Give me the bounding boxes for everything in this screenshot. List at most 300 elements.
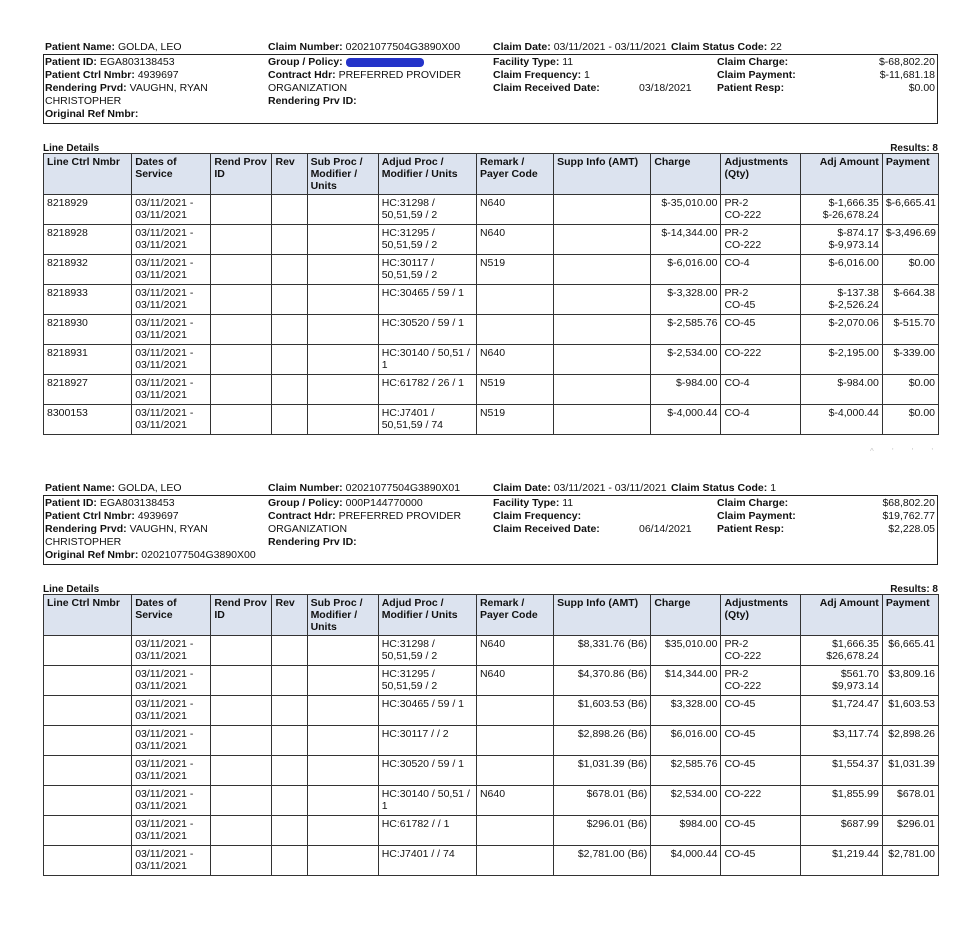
cell-supp-info [554, 315, 651, 345]
cell-adjustments-text: PR-2 [724, 638, 749, 650]
claim-frequency-value: 1 [584, 69, 590, 81]
results-count: Results: 8 [890, 143, 938, 154]
cell-payment-text: $3,809.16 [888, 668, 935, 680]
col-adjud-proc [378, 595, 476, 636]
original-ref-nmbr-label: Original Ref Nmbr: [45, 108, 139, 120]
col-supp-info [554, 595, 651, 636]
claim-payment-value: $19,762.77 [882, 510, 935, 522]
cell-dates-of-service-text: 03/11/2021 [135, 710, 187, 722]
cell-remark [476, 225, 553, 255]
col-remark-text: Remark / [479, 156, 525, 168]
cell-sub-proc [307, 726, 378, 756]
col-dates-of-service-text: Service [135, 609, 173, 621]
cell-adj-amount-text: $-2,526.24 [828, 299, 879, 311]
contract-hdr [268, 69, 461, 81]
patient-id [45, 56, 175, 68]
table-row [44, 846, 939, 876]
patient-name-label: Patient Name: [45, 482, 116, 494]
cell-adjustments-text: PR-2 [724, 227, 749, 239]
cell-remark-text: N519 [479, 257, 506, 269]
cell-rev [272, 636, 307, 666]
contract-hdr-value: PREFERRED PROVIDER [338, 69, 462, 81]
patient-name-label: Patient Name: [45, 41, 116, 53]
cell-dates-of-service-text: 03/11/2021 - [135, 788, 194, 800]
cell-dates-of-service [132, 756, 211, 786]
cell-adj-amount [800, 666, 882, 696]
facility-type-label: Facility Type: [493, 56, 560, 68]
rendering-prvd-value: VAUGHN, RYAN [129, 82, 208, 94]
cell-dates-of-service-text: 03/11/2021 [135, 830, 187, 842]
cell-adjustments-text: PR-2 [724, 287, 749, 299]
cell-adj-amount-text: $-984.00 [837, 377, 879, 389]
cell-charge-text: $-6,016.00 [667, 257, 718, 269]
cell-remark [476, 696, 553, 726]
table-row [44, 225, 939, 255]
cell-payment [882, 345, 938, 375]
cell-rend-prov-id [211, 636, 272, 666]
col-rend-prov-id-text: Rend Prov [214, 156, 267, 168]
col-rev [272, 595, 307, 636]
original-ref-nmbr-value: 02021077504G3890X00 [141, 549, 256, 561]
cell-dates-of-service-text: 03/11/2021 [135, 680, 187, 692]
cell-adjud-proc-text: HC:30140 / 50,51 / [381, 347, 470, 359]
cell-payment [882, 195, 938, 225]
claim-charge-label: Claim Charge: [717, 56, 789, 68]
patient-name [45, 482, 182, 494]
col-dates-of-service-text: Dates of [135, 156, 177, 168]
cell-charge [651, 636, 721, 666]
col-charge [651, 154, 721, 195]
facility-type [493, 56, 573, 68]
cell-charge-text: $-35,010.00 [661, 197, 718, 209]
table-row [44, 756, 939, 786]
cell-charge-text: $984.00 [679, 818, 718, 830]
cell-payment [882, 255, 938, 285]
rendering-prvd [45, 82, 208, 94]
cell-line-ctrl-text: 8218930 [47, 317, 88, 329]
cell-supp-info [554, 195, 651, 225]
cell-adj-amount-text: $1,855.99 [832, 788, 879, 800]
cell-adjud-proc [378, 786, 476, 816]
cell-payment-text: $0.00 [908, 257, 935, 269]
cell-dates-of-service-text: 03/11/2021 [135, 800, 187, 812]
cell-payment-text: $678.01 [897, 788, 935, 800]
claim-date-value: 03/11/2021 - 03/11/2021 [553, 482, 667, 494]
cell-rend-prov-id [211, 225, 272, 255]
rendering-prvd [45, 523, 208, 535]
original-ref-nmbr [45, 108, 138, 120]
claim-date [493, 41, 667, 53]
cell-payment [882, 315, 938, 345]
cell-supp-info [554, 756, 651, 786]
cell-supp-info-text: $678.01 (B6) [586, 788, 648, 800]
cell-dates-of-service-text: 03/11/2021 - [135, 227, 194, 239]
cell-adjud-proc-text: HC:30465 / 59 / 1 [381, 698, 465, 710]
col-dates-of-service-text: Service [135, 168, 173, 180]
cell-dates-of-service-text: 03/11/2021 [135, 359, 187, 371]
claim-number [268, 482, 460, 494]
col-sub-proc [307, 595, 378, 636]
table-row [44, 255, 939, 285]
col-sub-proc-text: Modifier / [310, 609, 358, 621]
cell-adj-amount-text: $-1,666.35 [828, 197, 879, 209]
cell-rev [272, 345, 307, 375]
cell-sub-proc [307, 195, 378, 225]
cell-adjustments-text: CO-222 [724, 239, 762, 251]
cell-dates-of-service [132, 225, 211, 255]
cell-adjud-proc [378, 285, 476, 315]
claim-status-code-label: Claim Status Code: [671, 482, 768, 494]
cell-sub-proc [307, 285, 378, 315]
cell-adjud-proc [378, 255, 476, 285]
cell-rev [272, 405, 307, 435]
cell-adj-amount [800, 405, 882, 435]
cell-payment [882, 285, 938, 315]
cell-dates-of-service-text: 03/11/2021 - [135, 638, 194, 650]
cell-adjud-proc-text: HC:J7401 / / 74 [381, 848, 455, 860]
claim-status-code-label: Claim Status Code: [671, 41, 768, 53]
cell-adj-amount [800, 255, 882, 285]
results-count: Results: 8 [890, 584, 938, 595]
cell-rev [272, 846, 307, 876]
col-remark [476, 595, 553, 636]
cell-supp-info-text: $2,781.00 (B6) [577, 848, 648, 860]
cell-supp-info [554, 726, 651, 756]
cell-adj-amount [800, 696, 882, 726]
cell-adjud-proc-text: 1 [381, 800, 388, 812]
cell-adj-amount-text: $-6,016.00 [828, 257, 879, 269]
cell-line-ctrl [44, 726, 132, 756]
cell-line-ctrl [44, 315, 132, 345]
col-rend-prov-id-text: Rend Prov [214, 597, 267, 609]
cell-payment-text: $296.01 [897, 818, 935, 830]
cell-supp-info-text: $1,603.53 (B6) [577, 698, 648, 710]
cell-remark-text: N640 [479, 788, 506, 800]
cell-dates-of-service [132, 816, 211, 846]
cell-supp-info [554, 225, 651, 255]
cell-adjud-proc-text: 50,51,59 / 2 [381, 680, 438, 692]
cell-supp-info [554, 405, 651, 435]
col-charge-text: Charge [654, 597, 691, 609]
cell-rend-prov-id [211, 255, 272, 285]
cell-remark [476, 195, 553, 225]
cell-rev [272, 255, 307, 285]
patient-ctrl-nmbr-value: 4939697 [137, 510, 179, 522]
table-row [44, 696, 939, 726]
col-adjud-proc-text: Modifier / Units [381, 609, 458, 621]
cell-adjustments-text: CO-222 [724, 650, 762, 662]
patient-resp-value: $0.00 [908, 82, 935, 94]
cell-rev [272, 666, 307, 696]
rendering-prv-id-label: Rendering Prv ID: [268, 536, 357, 548]
cell-rend-prov-id [211, 846, 272, 876]
cell-adjustments [721, 636, 800, 666]
cell-line-ctrl [44, 405, 132, 435]
col-dates-of-service [132, 154, 211, 195]
cell-dates-of-service-text: 03/11/2021 [135, 650, 187, 662]
line-details-table [43, 153, 939, 435]
col-sub-proc [307, 154, 378, 195]
cell-adjustments [721, 786, 800, 816]
col-sub-proc-text: Modifier / [310, 168, 358, 180]
facility-type-label: Facility Type: [493, 497, 560, 509]
cell-adjustments-text: CO-45 [724, 758, 756, 770]
cell-adjud-proc-text: HC:31298 / [381, 197, 435, 209]
cell-adjustments-text: CO-45 [724, 818, 756, 830]
cell-remark-text: N640 [479, 638, 506, 650]
cell-payment [882, 816, 938, 846]
cell-rev [272, 315, 307, 345]
cell-line-ctrl [44, 285, 132, 315]
cell-dates-of-service [132, 195, 211, 225]
cell-adjustments-text: CO-222 [724, 680, 762, 692]
cell-dates-of-service-text: 03/11/2021 [135, 239, 187, 251]
col-adjustments [721, 154, 800, 195]
cell-remark [476, 636, 553, 666]
patient-ctrl-nmbr [45, 69, 179, 81]
cell-dates-of-service-text: 03/11/2021 - [135, 668, 194, 680]
cell-adjustments-text: CO-4 [724, 407, 750, 419]
cell-charge-text: $35,010.00 [664, 638, 718, 650]
cell-adjud-proc [378, 225, 476, 255]
cell-remark [476, 255, 553, 285]
claim-number-label: Claim Number: [268, 482, 343, 494]
cell-line-ctrl [44, 846, 132, 876]
cell-adjustments [721, 195, 800, 225]
cell-charge-text: $-4,000.44 [667, 407, 718, 419]
cell-rend-prov-id [211, 816, 272, 846]
cell-line-ctrl-text: 8218931 [47, 347, 88, 359]
cell-adjud-proc-text: HC:30140 / 50,51 / [381, 788, 470, 800]
cell-dates-of-service-text: 03/11/2021 [135, 770, 187, 782]
cell-charge-text: $6,016.00 [670, 728, 718, 740]
cell-adjustments-text: CO-45 [724, 299, 756, 311]
cell-charge-text: $-2,534.00 [667, 347, 718, 359]
cell-adjud-proc-text: HC:31298 / [381, 638, 435, 650]
cell-supp-info [554, 636, 651, 666]
cell-dates-of-service [132, 345, 211, 375]
cell-line-ctrl-text: 8300153 [47, 407, 88, 419]
rendering-prvd-line2: CHRISTOPHER [45, 536, 122, 548]
cell-rend-prov-id [211, 375, 272, 405]
cell-charge-text: $4,000.44 [670, 848, 718, 860]
cell-dates-of-service-text: 03/11/2021 - [135, 197, 194, 209]
cell-rev [272, 195, 307, 225]
cell-adj-amount-text: $-9,973.14 [828, 239, 879, 251]
cell-remark [476, 345, 553, 375]
cell-adjud-proc-text: HC:31295 / [381, 668, 435, 680]
table-row [44, 405, 939, 435]
cell-dates-of-service [132, 726, 211, 756]
col-adjud-proc-text: Adjud Proc / [381, 156, 444, 168]
cell-adjud-proc [378, 816, 476, 846]
cell-payment-text: $-6,665.41 [885, 197, 937, 209]
cell-payment-text: $-664.38 [893, 287, 935, 299]
patient-resp-label: Patient Resp: [717, 523, 785, 535]
cell-remark [476, 315, 553, 345]
patient-ctrl-nmbr [45, 510, 179, 522]
cell-dates-of-service-text: 03/11/2021 - [135, 698, 194, 710]
cell-charge-text: $2,585.76 [670, 758, 718, 770]
cell-payment-text: $-3,496.69 [885, 227, 937, 239]
cell-adjud-proc-text: HC:61782 / 26 / 1 [381, 377, 465, 389]
line-details-table [43, 594, 939, 876]
cell-payment [882, 756, 938, 786]
cell-supp-info-text: $1,031.39 (B6) [577, 758, 648, 770]
cell-supp-info [554, 846, 651, 876]
cell-adjustments [721, 816, 800, 846]
claim-received-value: 03/18/2021 [639, 82, 692, 94]
cell-payment [882, 225, 938, 255]
cell-remark-text: N519 [479, 377, 506, 389]
claim-frequency-label: Claim Frequency: [493, 510, 582, 522]
cell-sub-proc [307, 816, 378, 846]
cell-rev [272, 816, 307, 846]
cell-adj-amount [800, 726, 882, 756]
cell-supp-info [554, 285, 651, 315]
patient-resp-value: $2,228.05 [888, 523, 935, 535]
cell-adjustments [721, 846, 800, 876]
cell-rend-prov-id [211, 195, 272, 225]
cell-charge [651, 756, 721, 786]
cell-adjud-proc [378, 636, 476, 666]
cell-dates-of-service-text: 03/11/2021 - [135, 317, 194, 329]
cell-payment [882, 405, 938, 435]
cell-dates-of-service-text: 03/11/2021 - [135, 407, 194, 419]
cell-charge [651, 195, 721, 225]
contract-hdr-label: Contract Hdr: [268, 69, 336, 81]
rendering-prv-id-label: Rendering Prv ID: [268, 95, 357, 107]
patient-id-value: EGA803138453 [99, 56, 175, 68]
contract-hdr [268, 510, 461, 522]
col-supp-info-text: Supp Info (AMT) [557, 156, 639, 168]
cell-adjustments-text: PR-2 [724, 668, 749, 680]
cell-adjud-proc-text: HC:61782 / / 1 [381, 818, 450, 830]
cell-supp-info [554, 816, 651, 846]
claim-received-label: Claim Received Date: [493, 82, 600, 94]
cell-adj-amount-text: $-2,195.00 [828, 347, 879, 359]
facility-type-value: 11 [562, 56, 574, 68]
col-adj-amount [800, 154, 882, 195]
cell-dates-of-service [132, 405, 211, 435]
cell-sub-proc [307, 315, 378, 345]
cell-adj-amount [800, 285, 882, 315]
claim-number-label: Claim Number: [268, 41, 343, 53]
cell-adj-amount-text: $561.70 [840, 668, 879, 680]
cell-rev [272, 756, 307, 786]
cell-sub-proc [307, 225, 378, 255]
cell-rend-prov-id [211, 786, 272, 816]
patient-id-label: Patient ID: [45, 56, 97, 68]
col-payment [882, 595, 938, 636]
cell-adjustments-text: CO-45 [724, 728, 756, 740]
cell-line-ctrl [44, 756, 132, 786]
cell-dates-of-service-text: 03/11/2021 [135, 329, 187, 341]
claim-charge-value: $68,802.20 [882, 497, 935, 509]
cell-adjustments [721, 225, 800, 255]
cell-adj-amount-text: $3,117.74 [832, 728, 879, 740]
cell-line-ctrl [44, 345, 132, 375]
group-policy [268, 56, 424, 68]
cell-adj-amount [800, 756, 882, 786]
cell-line-ctrl [44, 375, 132, 405]
cell-remark [476, 285, 553, 315]
cell-adjustments [721, 756, 800, 786]
cell-dates-of-service [132, 285, 211, 315]
cell-rend-prov-id [211, 285, 272, 315]
header-row [44, 595, 939, 636]
cell-adj-amount [800, 816, 882, 846]
cell-adjud-proc [378, 726, 476, 756]
cell-rend-prov-id [211, 726, 272, 756]
cell-sub-proc [307, 345, 378, 375]
cell-line-ctrl-text: 8218932 [47, 257, 88, 269]
cell-adjud-proc [378, 696, 476, 726]
cell-adj-amount [800, 786, 882, 816]
cell-dates-of-service-text: 03/11/2021 [135, 419, 187, 431]
cell-charge [651, 666, 721, 696]
cell-supp-info [554, 345, 651, 375]
cell-adjustments [721, 696, 800, 726]
cell-adj-amount-text: $1,666.35 [832, 638, 879, 650]
col-line-ctrl-text: Line Ctrl Nmbr [47, 597, 120, 609]
table-row [44, 195, 939, 225]
cell-adj-amount-text: $687.99 [840, 818, 879, 830]
cell-adjustments-text: PR-2 [724, 197, 749, 209]
redaction-mark [346, 58, 424, 67]
cell-rend-prov-id [211, 666, 272, 696]
cell-supp-info-text: $2,898.26 (B6) [577, 728, 648, 740]
col-adj-amount-text: Adj Amount [819, 156, 879, 168]
cell-adj-amount-text: $26,678.24 [826, 650, 879, 662]
cell-line-ctrl [44, 666, 132, 696]
patient-ctrl-nmbr-label: Patient Ctrl Nmbr: [45, 510, 135, 522]
cell-dates-of-service [132, 846, 211, 876]
cell-adjustments [721, 255, 800, 285]
col-line-ctrl-text: Line Ctrl Nmbr [47, 156, 120, 168]
cell-adjud-proc-text: HC:30520 / 59 / 1 [381, 317, 465, 329]
cell-line-ctrl-text: 8218927 [47, 377, 88, 389]
cell-line-ctrl [44, 225, 132, 255]
cell-rev [272, 696, 307, 726]
cell-charge [651, 405, 721, 435]
cell-remark-text: N640 [479, 227, 506, 239]
cell-payment-text: $0.00 [908, 377, 935, 389]
claim-charge-value: $-68,802.20 [878, 56, 935, 68]
cell-remark [476, 405, 553, 435]
col-rev [272, 154, 307, 195]
cell-supp-info [554, 666, 651, 696]
cell-adj-amount [800, 846, 882, 876]
cell-line-ctrl [44, 255, 132, 285]
claim-date [493, 482, 667, 494]
cell-remark-text: N519 [479, 407, 506, 419]
col-dates-of-service [132, 595, 211, 636]
cell-remark [476, 666, 553, 696]
original-ref-nmbr-label: Original Ref Nmbr: [45, 549, 139, 561]
cell-payment-text: $6,665.41 [888, 638, 935, 650]
col-adjustments-text: (Qty) [724, 168, 749, 180]
cell-supp-info-text: $296.01 (B6) [586, 818, 648, 830]
col-sub-proc-text: Sub Proc / [310, 156, 363, 168]
cell-adjud-proc-text: 50,51,59 / 2 [381, 269, 438, 281]
col-payment-text: Payment [885, 597, 930, 609]
cell-adjustments-text: CO-222 [724, 788, 762, 800]
rendering-prvd-line2: CHRISTOPHER [45, 95, 122, 107]
cell-payment-text: $2,898.26 [888, 728, 935, 740]
cell-dates-of-service-text: 03/11/2021 - [135, 347, 194, 359]
cell-charge [651, 345, 721, 375]
